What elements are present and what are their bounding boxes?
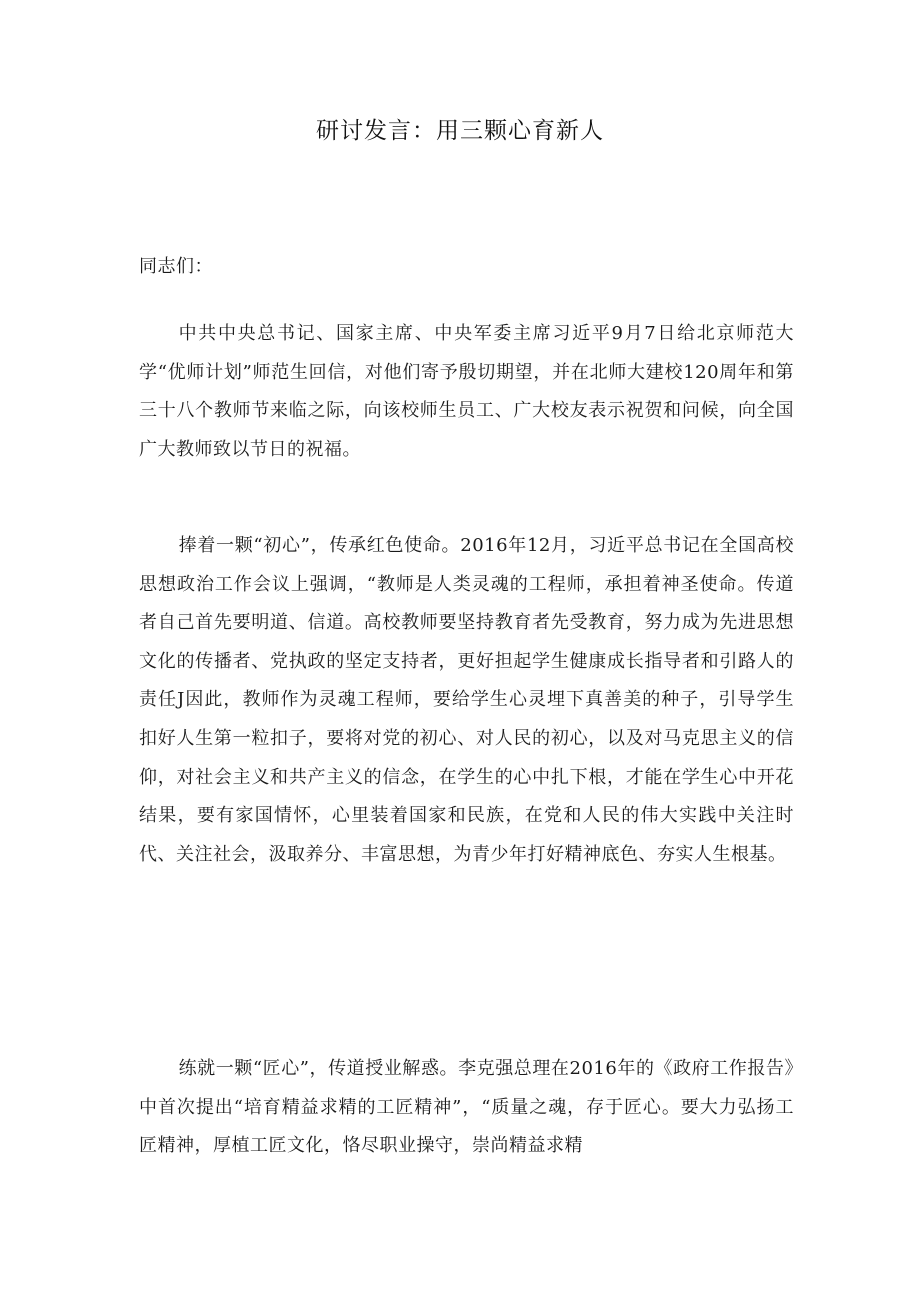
- salutation: 同志们：: [139, 256, 213, 277]
- document-title: 研讨发言：用三颗心育新人: [316, 118, 604, 144]
- paragraph-1: 中共中央总书记、国家主席、中央军委主席习近平9月7日给北京师范大学“优师计划”师范生回信，对他们寄予殷切期望，并在北师大建校120周年和第三十八个教师节来临之际，向该校师生员工、广大校友表示祝贺和问候，向全国广大教师致以节日的祝福。: [139, 323, 794, 460]
- paragraph-3: 练就一颗“匠心”，传道授业解惑。李克强总理在2016年的《政府工作报告》中首次提出“培育精益求精的工匠精神”，“质量之魂，存于匠心。要大力弘扬工匠精神，厚植工匠文化，恪尽职业操守，崇尚精益求精: [139, 1058, 794, 1157]
- paragraph-2: 捧着一颗“初心”，传承红色使命。2016年12月，习近平总书记在全国高校思想政治工作会议上强调，“教师是人类灵魂的工程师，承担着神圣使命。传道者自己首先要明道、信道。高校教师要坚持教育者先受教育，努力成为先进思想文化的传播者、党执政的坚定支持者，更好担起学生健康成长指导者和引路人的责任J因此，教师作为灵魂工程师，要给学生心灵埋下真善美的种子，引导学生扣好人生第一粒扣子，要将对党的初心、对人民的初心，以及对马克思主义的信仰，对社会主义和共产主义的信念，在学生的心中扎下根，才能在学生心中开花结果，要有家国情怀，心里装着国家和民族，在党和人民的伟大实践中关注时代、关注社会，汲取养分、丰富思想，为青少年打好精神底色、夯实人生根基。: [139, 535, 794, 865]
